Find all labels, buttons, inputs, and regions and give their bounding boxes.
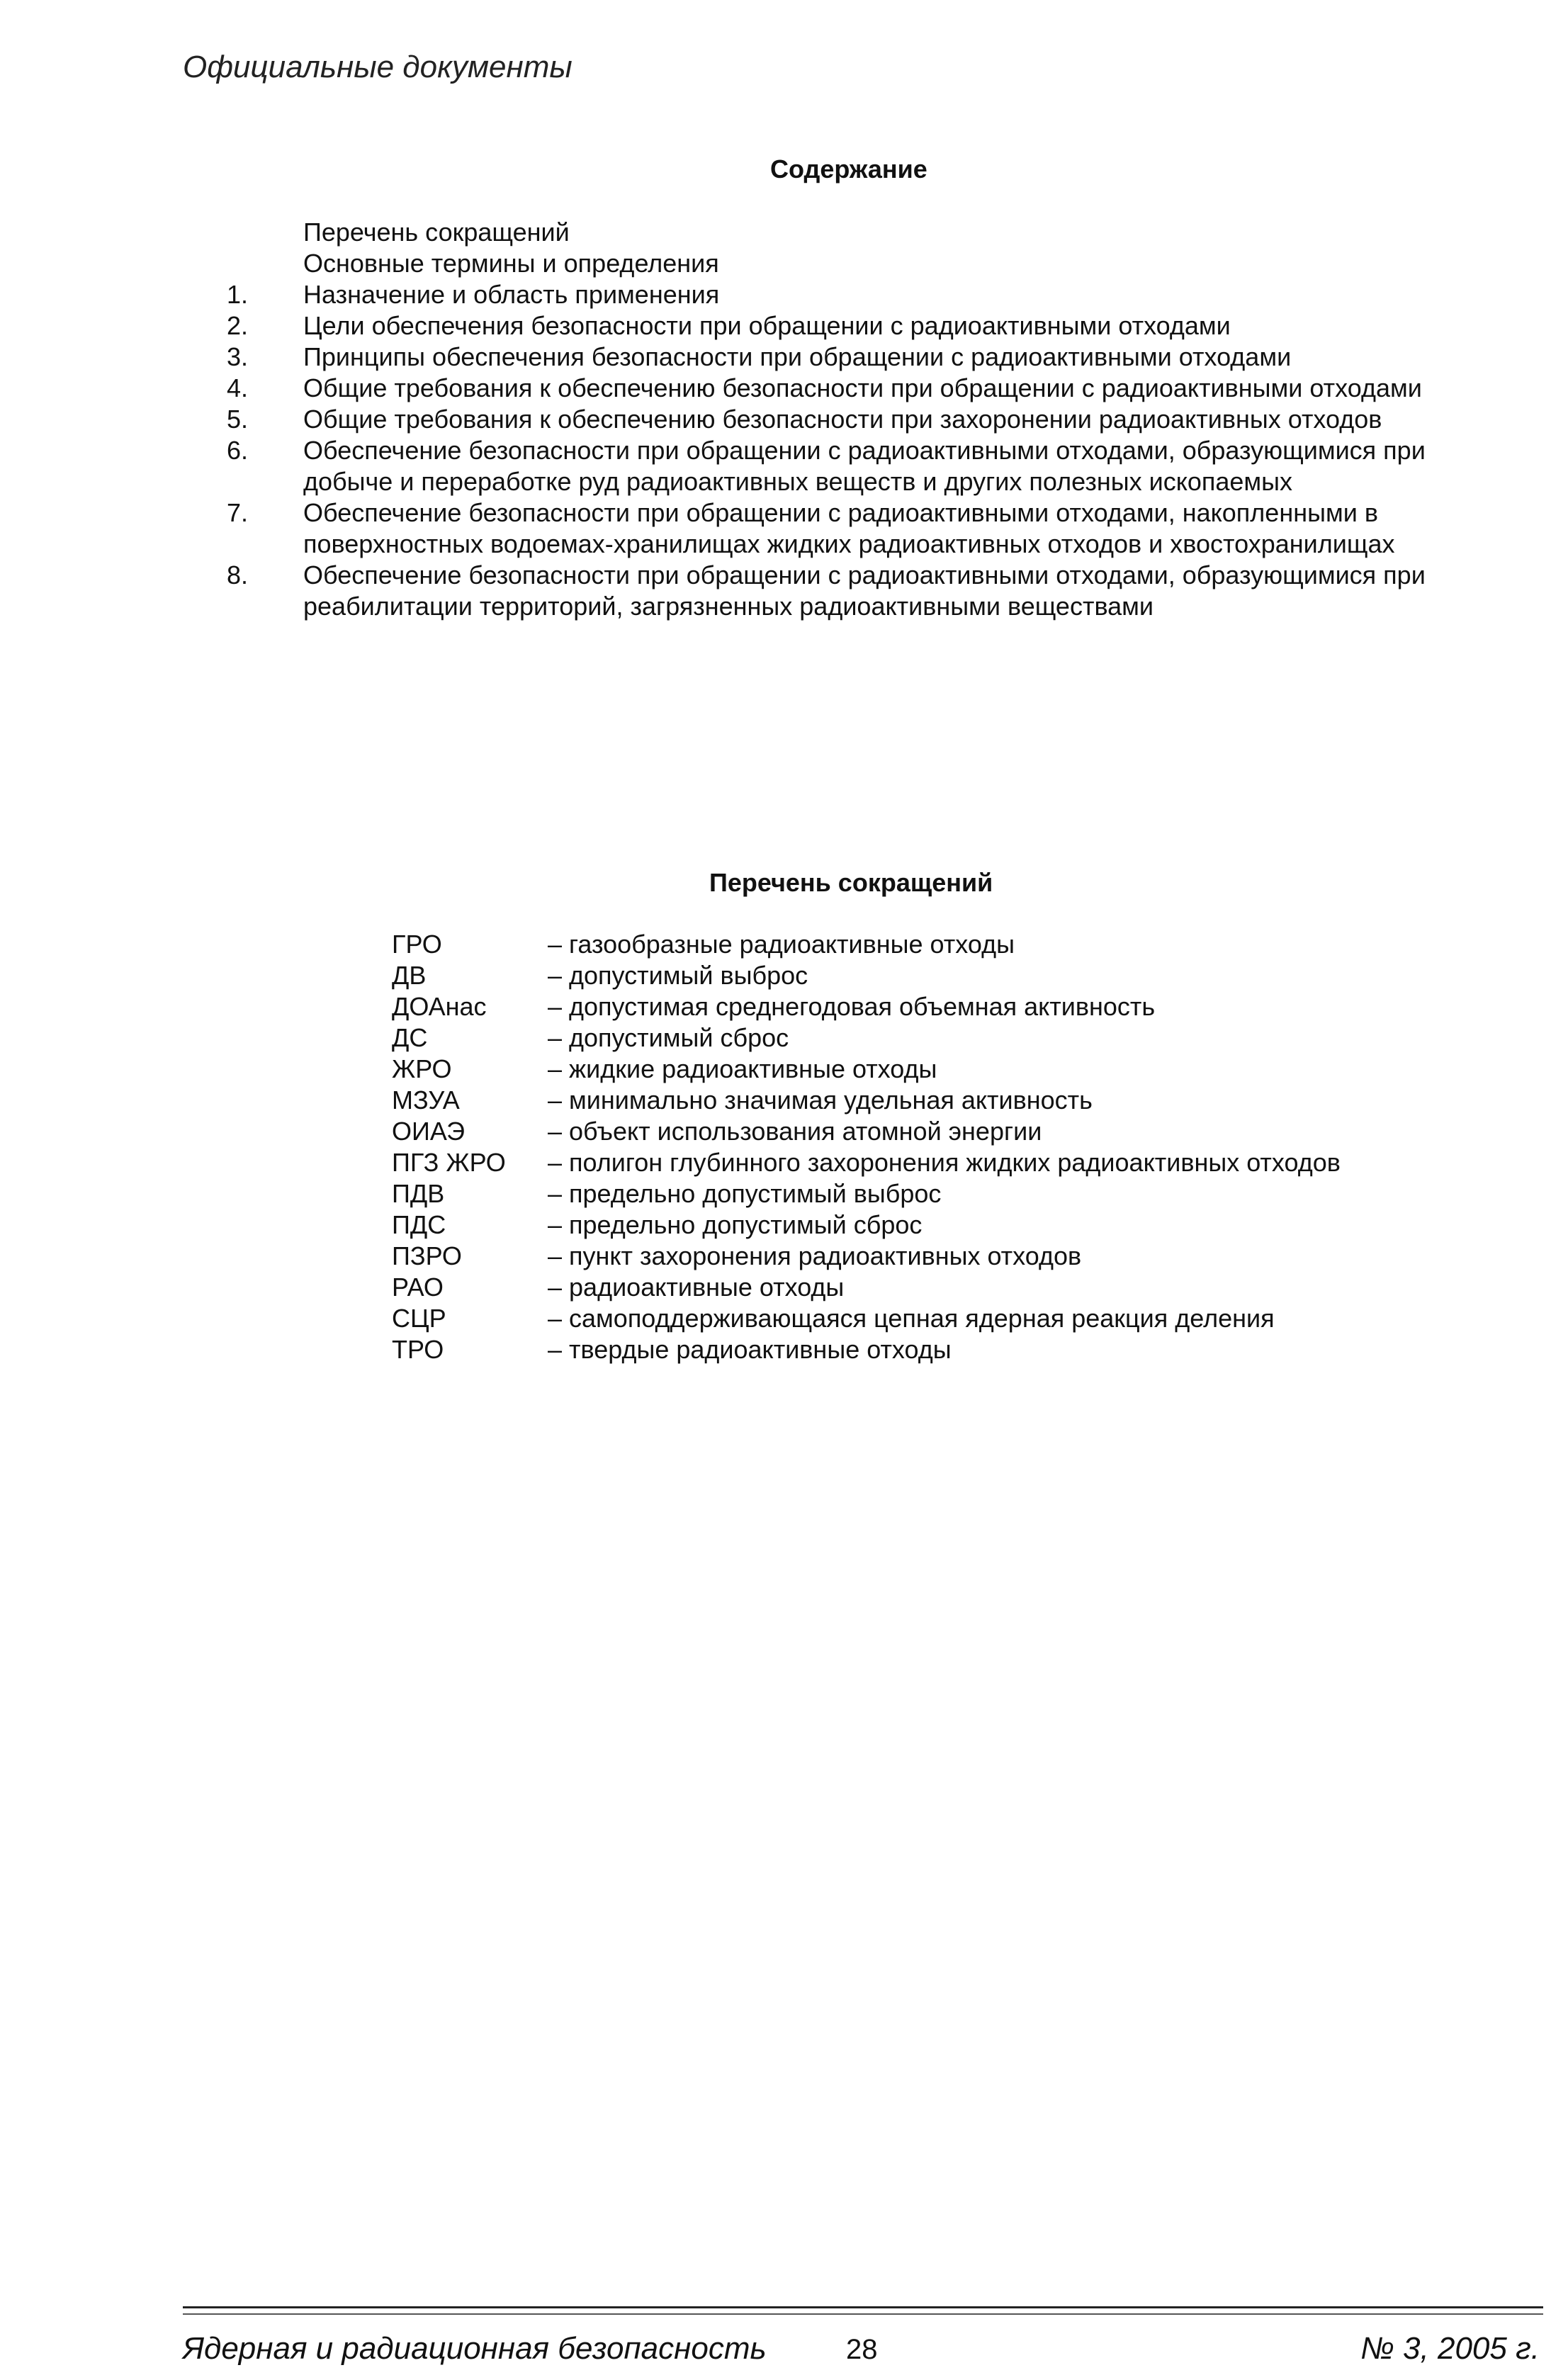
abbreviation-definition: – допустимый выброс	[548, 961, 808, 990]
toc-item-text: Перечень сокращений	[303, 218, 570, 247]
footer-journal-title: Ядерная и радиационная безопасность	[183, 2331, 767, 2366]
abbreviation-row	[392, 1178, 1341, 1209]
abbreviation-definition: – полигон глубинного захоронения жидких радиоактивных отходов	[548, 1148, 1341, 1177]
abbreviation-definition: – предельно допустимый сброс	[548, 1210, 923, 1239]
toc-item	[227, 373, 1445, 404]
toc-item-text: Обеспечение безопасности при обращении с радиоактивными отходами, накопленными в поверхностных водоемах-хранилищах жидких радиоактивных отходов и хвостохранилищах	[303, 498, 1395, 558]
abbreviation-definition: – радиоактивные отходы	[548, 1273, 845, 1302]
abbreviation-definition: – самоподдерживающаяся цепная ядерная реакция деления	[548, 1304, 1275, 1333]
abbreviation-definition: – твердые радиоактивные отходы	[548, 1335, 952, 1364]
abbreviation-row	[392, 1303, 1341, 1334]
toc-item	[227, 248, 1445, 279]
toc-item-number: 7.	[227, 498, 249, 527]
toc-item	[227, 310, 1445, 342]
abbreviation-row	[392, 1022, 1341, 1054]
abbreviation-term: ДВ	[392, 961, 427, 990]
abbreviation-definition: – пункт захоронения радиоактивных отходов	[548, 1241, 1082, 1270]
abbreviation-term: МЗУА	[392, 1085, 460, 1115]
toc-title: Содержание	[770, 154, 927, 184]
toc-item-text: Основные термины и определения	[303, 249, 719, 278]
abbreviation-row	[392, 991, 1341, 1022]
abbreviation-term: ПГЗ ЖРО	[392, 1148, 506, 1177]
abbreviation-term: ДОАнас	[392, 992, 487, 1021]
abbreviation-term: ПДВ	[392, 1179, 445, 1208]
toc-item-number	[227, 248, 303, 279]
toc-item	[227, 560, 1445, 622]
abbreviation-term: ЖРО	[392, 1054, 452, 1083]
abbreviation-row	[392, 1209, 1341, 1241]
abbreviation-definition: – допустимый сброс	[548, 1023, 789, 1052]
page-header-section: Официальные документы	[183, 50, 573, 84]
table-of-contents	[227, 217, 1445, 622]
toc-item-text: Назначение и область применения	[303, 280, 720, 309]
toc-item-text: Обеспечение безопасности при обращении с радиоактивными отходами, образующимися при реабилитации территорий, загрязненных радиоактивными веществами	[303, 560, 1426, 621]
abbreviation-definition: – допустимая среднегодовая объемная активность	[548, 992, 1156, 1021]
abbreviation-row	[392, 1116, 1341, 1147]
abbreviation-definition: – газообразные радиоактивные отходы	[548, 930, 1015, 959]
footer-divider	[183, 2313, 1543, 2315]
toc-item	[227, 217, 1445, 248]
abbreviation-row	[392, 1054, 1341, 1085]
abbreviation-definition: – минимально значимая удельная активность	[548, 1085, 1093, 1115]
toc-item	[227, 435, 1445, 497]
footer-divider	[183, 2306, 1543, 2308]
toc-item	[227, 404, 1445, 435]
abbreviation-definition: – предельно допустимый выброс	[548, 1179, 942, 1208]
abbreviation-definition: – жидкие радиоактивные отходы	[548, 1054, 937, 1083]
toc-item-number: 8.	[227, 560, 249, 589]
toc-item-number: 4.	[227, 373, 249, 402]
abbreviation-term: СЦР	[392, 1304, 446, 1333]
abbreviation-term: РАО	[392, 1273, 444, 1302]
abbreviation-row	[392, 960, 1341, 991]
abbreviation-row	[392, 1147, 1341, 1178]
toc-item-number: 3.	[227, 342, 249, 371]
abbreviation-row	[392, 1272, 1341, 1303]
toc-item-number: 5.	[227, 405, 249, 434]
page-number: 28	[846, 2334, 878, 2365]
footer-issue: № 3, 2005 г.	[1360, 2331, 1540, 2366]
toc-item-text: Обеспечение безопасности при обращении с радиоактивными отходами, образующимися при добыче и переработке руд радиоактивных веществ и других полезных ископаемых	[303, 436, 1426, 496]
toc-item	[227, 497, 1445, 560]
abbreviation-term: ДС	[392, 1023, 428, 1052]
abbreviation-row	[392, 929, 1341, 960]
toc-item-text: Общие требования к обеспечению безопасности при захоронении радиоактивных отходов	[303, 405, 1382, 434]
toc-item-text: Принципы обеспечения безопасности при обращении с радиоактивными отходами	[303, 342, 1292, 371]
abbreviation-row	[392, 1334, 1341, 1365]
toc-item	[227, 279, 1445, 310]
toc-item-text: Цели обеспечения безопасности при обращении с радиоактивными отходами	[303, 311, 1231, 340]
toc-item-number: 6.	[227, 436, 249, 465]
abbreviation-term: ПЗРО	[392, 1241, 462, 1270]
abbreviations-list	[392, 929, 1341, 1365]
toc-item	[227, 342, 1445, 373]
toc-item-number	[227, 217, 303, 248]
abbreviation-term: ТРО	[392, 1335, 444, 1364]
abbreviation-term: ОИАЭ	[392, 1117, 465, 1146]
abbreviation-row	[392, 1085, 1341, 1116]
toc-item-text: Общие требования к обеспечению безопасности при обращении с радиоактивными отходами	[303, 373, 1422, 402]
abbreviation-term: ГРО	[392, 930, 442, 959]
toc-item-number: 2.	[227, 311, 249, 340]
abbreviation-row	[392, 1241, 1341, 1272]
toc-item-number: 1.	[227, 280, 249, 309]
abbreviations-title: Перечень сокращений	[709, 868, 993, 897]
abbreviation-term: ПДС	[392, 1210, 446, 1239]
abbreviation-definition: – объект использования атомной энергии	[548, 1117, 1042, 1146]
